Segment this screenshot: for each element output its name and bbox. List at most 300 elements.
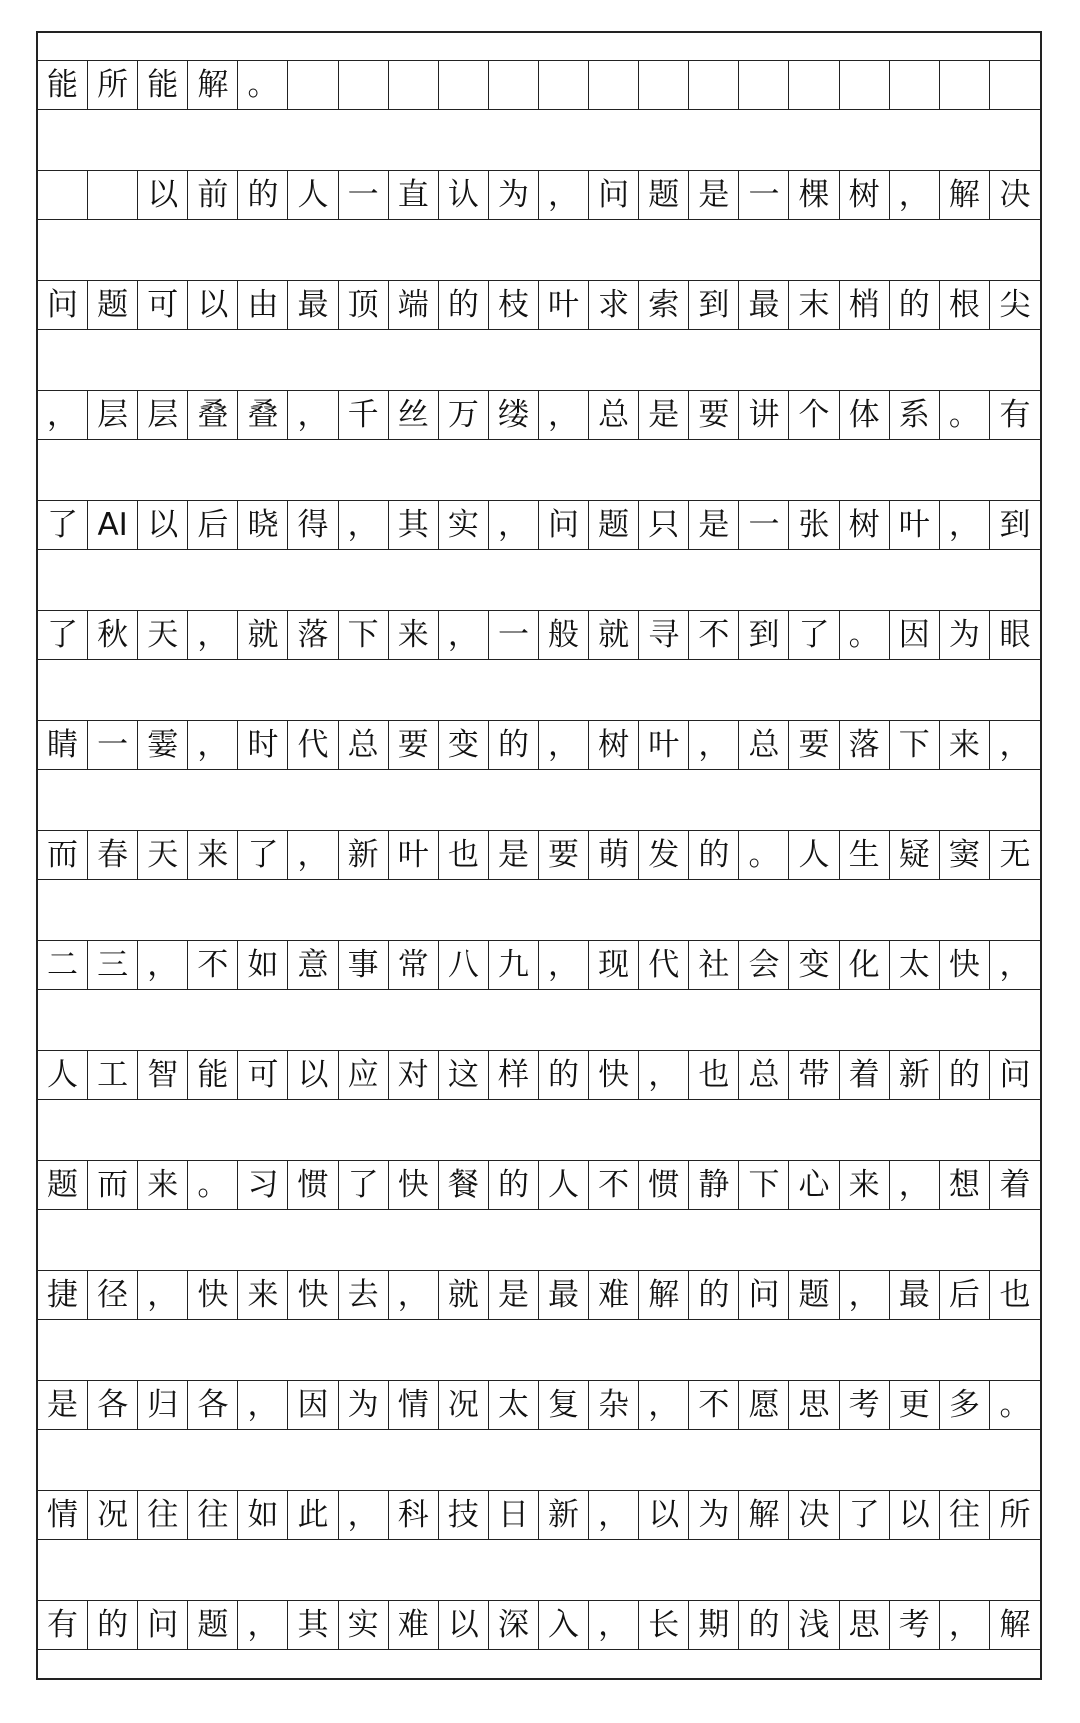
grid-cell: ， [188, 611, 238, 659]
grid-cell: 长 [639, 1601, 689, 1649]
grid-cell: 题 [789, 1271, 839, 1319]
grid-cell: 其 [389, 501, 439, 549]
grid-cell: 了 [238, 831, 288, 879]
grid-cell: 生 [840, 831, 890, 879]
grid-cell: 其 [288, 1601, 338, 1649]
grid-cell: ， [339, 501, 389, 549]
grid-cell: 霎 [138, 721, 188, 769]
grid-cell: ， [339, 1491, 389, 1539]
grid-cell: 样 [489, 1051, 539, 1099]
grid-cell: 天 [138, 611, 188, 659]
grid-cell: 太 [890, 941, 940, 989]
grid-cell: 的 [88, 1601, 138, 1649]
grid-cell: 深 [489, 1601, 539, 1649]
grid-cell: ， [999, 726, 1031, 763]
grid-cell: 寻 [639, 611, 689, 659]
grid-cell: 代 [288, 721, 338, 769]
grid-cell: ， [539, 171, 589, 219]
grid-cell: 树 [840, 171, 890, 219]
grid-cell: 代 [639, 941, 689, 989]
grid-cell: 缕 [489, 391, 539, 439]
grid-cell: 所 [999, 1496, 1031, 1533]
grid-cell: 来 [138, 1161, 188, 1209]
grid-cell: 叠 [188, 391, 238, 439]
grid-cell: 也 [689, 1051, 739, 1099]
grid-cell: ， [639, 1381, 689, 1429]
grid-cell: 一 [88, 721, 138, 769]
grid-row [38, 830, 1040, 880]
grid-cell: 到 [739, 611, 789, 659]
grid-cell: 径 [88, 1271, 138, 1319]
grid-cell: 难 [589, 1271, 639, 1319]
grid-cell: 体 [840, 391, 890, 439]
grid-cell: 系 [890, 391, 940, 439]
grid-cell: 新 [890, 1051, 940, 1099]
grid-row [38, 720, 1040, 770]
grid-cell: 树 [840, 501, 890, 549]
grid-cell: 各 [188, 1381, 238, 1429]
grid-cell: 着 [999, 1166, 1031, 1203]
grid-cell: 各 [88, 1381, 138, 1429]
grid-cell: 也 [439, 831, 489, 879]
grid-cell: 求 [589, 281, 639, 329]
grid-cell [639, 61, 689, 109]
grid-cell: 更 [890, 1381, 940, 1429]
grid-cell: 不 [589, 1161, 639, 1209]
grid-cell: 八 [439, 941, 489, 989]
grid-cell: 不 [689, 1381, 739, 1429]
grid-row [38, 1160, 1040, 1210]
grid-cell [38, 171, 88, 219]
grid-cell [489, 61, 539, 109]
grid-cell: 入 [539, 1601, 589, 1649]
grid-cell [439, 61, 489, 109]
grid-cell: 千 [339, 391, 389, 439]
grid-cell: 总 [739, 1051, 789, 1099]
grid-cell: 来 [238, 1271, 288, 1319]
grid-cell: 春 [88, 831, 138, 879]
grid-cell: 惯 [639, 1161, 689, 1209]
grid-cell: 而 [38, 831, 88, 879]
grid-cell: 不 [689, 611, 739, 659]
grid-cell: 以 [890, 1491, 940, 1539]
grid-cell: 的 [689, 831, 739, 879]
grid-cell [288, 61, 338, 109]
grid-cell: 下 [890, 721, 940, 769]
grid-cell: ， [589, 1601, 639, 1649]
grid-cell: 无 [999, 836, 1031, 873]
grid-cell: ， [689, 721, 739, 769]
grid-cell: 能 [138, 61, 188, 109]
grid-cell: 的 [940, 1051, 990, 1099]
grid-cell: 也 [999, 1276, 1031, 1313]
grid-cell: 复 [539, 1381, 589, 1429]
grid-cell: 智 [138, 1051, 188, 1099]
grid-cell: ， [238, 1381, 288, 1429]
grid-cell: 叶 [639, 721, 689, 769]
grid-cell: ， [999, 946, 1031, 983]
grid-cell: ， [589, 1491, 639, 1539]
grid-cell: 到 [689, 281, 739, 329]
grid-cell: 后 [940, 1271, 990, 1319]
grid-cell: 要 [539, 831, 589, 879]
grid-cell: 的 [739, 1601, 789, 1649]
grid-cell: 最 [288, 281, 338, 329]
grid-cell: 为 [689, 1491, 739, 1539]
grid-cell: 有 [999, 396, 1031, 433]
grid-cell: 社 [689, 941, 739, 989]
grid-cell: 快 [288, 1271, 338, 1319]
grid-cell: 的 [439, 281, 489, 329]
grid-cell: 情 [389, 1381, 439, 1429]
grid-cell: 技 [439, 1491, 489, 1539]
grid-cell: 最 [539, 1271, 589, 1319]
grid-cell: 一 [739, 501, 789, 549]
grid-cell: 此 [288, 1491, 338, 1539]
grid-cell: ， [890, 1161, 940, 1209]
grid-cell: 难 [389, 1601, 439, 1649]
grid-cell: 以 [639, 1491, 689, 1539]
grid-cell [589, 61, 639, 109]
grid-cell: 。 [840, 611, 890, 659]
grid-cell: 端 [389, 281, 439, 329]
grid-cell: 可 [238, 1051, 288, 1099]
grid-cell: 眼 [999, 616, 1031, 653]
grid-cell [840, 61, 890, 109]
grid-cell: 况 [88, 1491, 138, 1539]
grid-cell: 变 [789, 941, 839, 989]
grid-cell: 题 [589, 501, 639, 549]
grid-cell [940, 61, 990, 109]
grid-cell: ， [539, 391, 589, 439]
grid-cell: 以 [138, 171, 188, 219]
grid-cell: 总 [589, 391, 639, 439]
grid-cell: 。 [188, 1161, 238, 1209]
grid-cell: 根 [940, 281, 990, 329]
grid-cell: 树 [589, 721, 639, 769]
grid-cell: 为 [339, 1381, 389, 1429]
grid-cell: 了 [38, 611, 88, 659]
grid-cell: 为 [940, 611, 990, 659]
grid-cell: 最 [890, 1271, 940, 1319]
grid-cell: 来 [389, 611, 439, 659]
grid-cell: 愿 [739, 1381, 789, 1429]
grid-cell: 往 [940, 1491, 990, 1539]
grid-cell: 顶 [339, 281, 389, 329]
grid-cell: 。 [940, 391, 990, 439]
grid-cell: 是 [489, 1271, 539, 1319]
grid-cell: 落 [840, 721, 890, 769]
grid-cell: 归 [138, 1381, 188, 1429]
grid-cell: 尖 [999, 286, 1031, 323]
grid-cell: 心 [789, 1161, 839, 1209]
grid-cell: 的 [489, 1161, 539, 1209]
grid-cell: ， [288, 391, 338, 439]
grid-cell: 解 [188, 61, 238, 109]
grid-cell: 秋 [88, 611, 138, 659]
grid-cell: 是 [689, 171, 739, 219]
grid-cell: ， [138, 1271, 188, 1319]
grid-cell: 问 [38, 281, 88, 329]
grid-cell: 就 [589, 611, 639, 659]
grid-row [38, 1600, 1040, 1650]
grid-cell: 现 [589, 941, 639, 989]
grid-cell: 一 [339, 171, 389, 219]
grid-cell: 前 [188, 171, 238, 219]
grid-cell: 会 [739, 941, 789, 989]
grid-cell [739, 61, 789, 109]
grid-cell: 层 [138, 391, 188, 439]
grid-cell: ， [389, 1271, 439, 1319]
grid-cell: 张 [789, 501, 839, 549]
grid-cell: 思 [840, 1601, 890, 1649]
grid-cell: ， [288, 831, 338, 879]
grid-cell: 了 [840, 1491, 890, 1539]
grid-cell: 如 [238, 941, 288, 989]
grid-cell: 一 [739, 171, 789, 219]
grid-cell: 杂 [589, 1381, 639, 1429]
grid-cell: 索 [639, 281, 689, 329]
grid-cell: 解 [999, 1606, 1031, 1643]
grid-cell: 窦 [940, 831, 990, 879]
grid-cell: 梢 [840, 281, 890, 329]
grid-cell: 人 [789, 831, 839, 879]
grid-cell [990, 61, 1040, 109]
grid-cell: 棵 [789, 171, 839, 219]
grid-cell: 新 [539, 1491, 589, 1539]
grid-cell: 有 [38, 1601, 88, 1649]
grid-row [38, 60, 1040, 110]
grid-cell: 决 [789, 1491, 839, 1539]
grid-cell: 不 [188, 941, 238, 989]
grid-cell: 日 [489, 1491, 539, 1539]
grid-cell: ， [940, 501, 990, 549]
grid-cell: 的 [539, 1051, 589, 1099]
grid-cell: 决 [999, 176, 1031, 213]
grid-cell: 得 [288, 501, 338, 549]
grid-cell: 到 [999, 506, 1031, 543]
grid-cell: 为 [489, 171, 539, 219]
grid-cell: 就 [439, 1271, 489, 1319]
grid-cell: 是 [639, 391, 689, 439]
grid-cell: 万 [439, 391, 489, 439]
grid-cell: 叶 [539, 281, 589, 329]
grid-row [38, 940, 1040, 990]
grid-cell: 睛 [38, 721, 88, 769]
grid-cell: 层 [88, 391, 138, 439]
grid-cell: 九 [489, 941, 539, 989]
grid-cell: 如 [238, 1491, 288, 1539]
grid-cell: 常 [389, 941, 439, 989]
grid-cell: 工 [88, 1051, 138, 1099]
grid-cell: 。 [999, 1386, 1031, 1423]
grid-cell: 丝 [389, 391, 439, 439]
grid-cell: 情 [38, 1491, 88, 1539]
grid-cell: ， [489, 501, 539, 549]
grid-cell: ， [238, 1601, 288, 1649]
grid-row [38, 1380, 1040, 1430]
grid-cell: 二 [38, 941, 88, 989]
grid-cell: 是 [689, 501, 739, 549]
grid-cell: 叶 [890, 501, 940, 549]
grid-cell: 由 [238, 281, 288, 329]
grid-cell: 发 [639, 831, 689, 879]
grid-cell: 的 [890, 281, 940, 329]
grid-cell: 新 [339, 831, 389, 879]
grid-cell: 时 [238, 721, 288, 769]
grid-cell: ， [138, 941, 188, 989]
grid-cell: 要 [389, 721, 439, 769]
grid-cell: 去 [339, 1271, 389, 1319]
grid-cell: 要 [789, 721, 839, 769]
grid-cell: 了 [339, 1161, 389, 1209]
grid-cell: 人 [288, 171, 338, 219]
grid-cell: 了 [38, 501, 88, 549]
grid-cell: 可 [138, 281, 188, 329]
grid-row [38, 1050, 1040, 1100]
grid-cell [789, 61, 839, 109]
grid-cell: 三 [88, 941, 138, 989]
grid-cell: 化 [840, 941, 890, 989]
grid-cell: 实 [339, 1601, 389, 1649]
grid-cell: 以 [288, 1051, 338, 1099]
grid-cell: 来 [840, 1161, 890, 1209]
grid-cell: 来 [188, 831, 238, 879]
grid-cell: 考 [890, 1601, 940, 1649]
grid-cell: 往 [188, 1491, 238, 1539]
grid-cell: 这 [439, 1051, 489, 1099]
grid-cell: 着 [840, 1051, 890, 1099]
grid-cell: 况 [439, 1381, 489, 1429]
grid-cell: 最 [739, 281, 789, 329]
grid-cell: 题 [639, 171, 689, 219]
grid-cell: 要 [689, 391, 739, 439]
grid-cell: 想 [940, 1161, 990, 1209]
grid-cell: 了 [789, 611, 839, 659]
grid-cell: 问 [138, 1601, 188, 1649]
grid-cell: 解 [639, 1271, 689, 1319]
grid-cell: 餐 [439, 1161, 489, 1209]
grid-cell: 个 [789, 391, 839, 439]
grid-cell: 晓 [238, 501, 288, 549]
grid-cell: 问 [999, 1056, 1031, 1093]
grid-cell: 的 [489, 721, 539, 769]
grid-cell: 总 [739, 721, 789, 769]
grid-row [38, 1490, 1040, 1540]
grid-cell: 实 [439, 501, 489, 549]
grid-cell: 多 [940, 1381, 990, 1429]
grid-cell: 后 [188, 501, 238, 549]
grid-cell: 萌 [589, 831, 639, 879]
grid-cell: ， [840, 1271, 890, 1319]
grid-cell: 般 [539, 611, 589, 659]
grid-cell: 叠 [238, 391, 288, 439]
grid-cell: 题 [188, 1601, 238, 1649]
grid-cell: 太 [489, 1381, 539, 1429]
grid-cell: 末 [789, 281, 839, 329]
grid-row [38, 390, 1040, 440]
grid-cell: 解 [739, 1491, 789, 1539]
grid-cell: 下 [739, 1161, 789, 1209]
manuscript-paper [36, 31, 1042, 1680]
grid-cell: 人 [539, 1161, 589, 1209]
grid-cell: 快 [188, 1271, 238, 1319]
grid-cell: 天 [138, 831, 188, 879]
grid-cell [890, 61, 940, 109]
grid-cell: 下 [339, 611, 389, 659]
grid-cell: 所 [88, 61, 138, 109]
grid-cell [689, 61, 739, 109]
grid-cell: 落 [288, 611, 338, 659]
grid-cell: AI [88, 501, 138, 549]
grid-cell: 对 [389, 1051, 439, 1099]
grid-cell: 快 [589, 1051, 639, 1099]
grid-cell: 以 [188, 281, 238, 329]
grid-cell [389, 61, 439, 109]
grid-cell: ， [539, 941, 589, 989]
grid-cell: ， [38, 391, 88, 439]
grid-cell: 是 [489, 831, 539, 879]
grid-cell: 应 [339, 1051, 389, 1099]
grid-cell: 就 [238, 611, 288, 659]
grid-cell: ， [188, 721, 238, 769]
grid-cell [88, 171, 138, 219]
grid-cell: 捷 [38, 1271, 88, 1319]
grid-cell: 。 [739, 831, 789, 879]
grid-cell: ， [639, 1051, 689, 1099]
grid-cell: ， [439, 611, 489, 659]
grid-cell: 事 [339, 941, 389, 989]
grid-cell: 惯 [288, 1161, 338, 1209]
grid-cell: 疑 [890, 831, 940, 879]
grid-cell: 意 [288, 941, 338, 989]
grid-cell: 期 [689, 1601, 739, 1649]
grid-cell: 直 [389, 171, 439, 219]
grid-cell: ， [539, 721, 589, 769]
grid-cell: ， [940, 1601, 990, 1649]
grid-cell: 因 [288, 1381, 338, 1429]
grid-cell: 的 [689, 1271, 739, 1319]
grid-row [38, 1270, 1040, 1320]
grid-row [38, 280, 1040, 330]
grid-cell: 快 [389, 1161, 439, 1209]
grid-cell: 科 [389, 1491, 439, 1539]
grid-cell: ， [890, 171, 940, 219]
grid-cell: 往 [138, 1491, 188, 1539]
grid-cell: 变 [439, 721, 489, 769]
grid-cell: 认 [439, 171, 489, 219]
grid-cell: 总 [339, 721, 389, 769]
grid-cell: 而 [88, 1161, 138, 1209]
grid-cell: 是 [38, 1381, 88, 1429]
grid-cell: 的 [238, 171, 288, 219]
grid-cell: 问 [739, 1271, 789, 1319]
grid-cell: 解 [940, 171, 990, 219]
grid-cell: 带 [789, 1051, 839, 1099]
grid-cell: 来 [940, 721, 990, 769]
grid-cell: 讲 [739, 391, 789, 439]
grid-cell: 枝 [489, 281, 539, 329]
grid-cell: 考 [840, 1381, 890, 1429]
grid-cell: 能 [38, 61, 88, 109]
grid-cell: 浅 [789, 1601, 839, 1649]
grid-cell: 能 [188, 1051, 238, 1099]
grid-cell: 人 [38, 1051, 88, 1099]
grid-cell: 习 [238, 1161, 288, 1209]
grid-row [38, 170, 1040, 220]
grid-cell: 题 [38, 1161, 88, 1209]
grid-cell: 叶 [389, 831, 439, 879]
